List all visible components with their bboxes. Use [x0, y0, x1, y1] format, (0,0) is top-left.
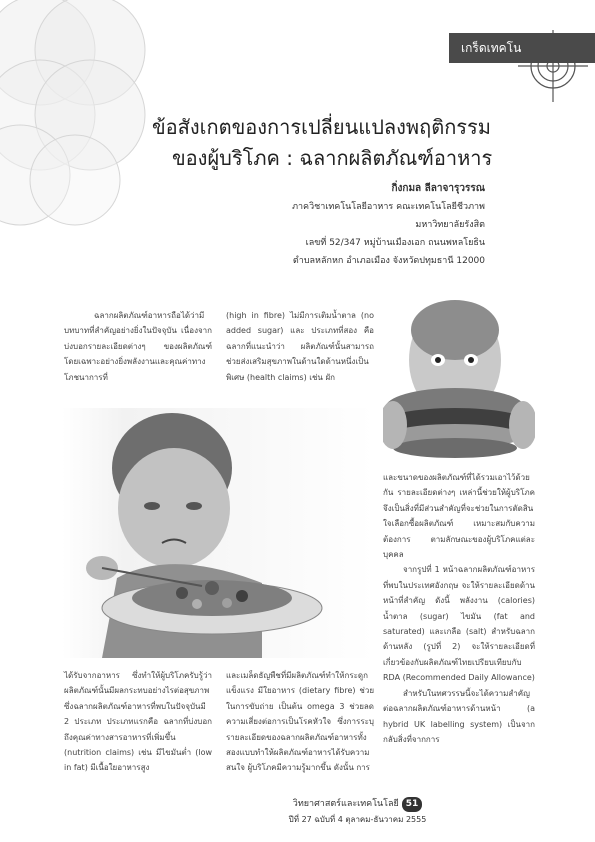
page-footer — [270, 797, 445, 827]
paragraph: (high in fibre) ไม่มีการเติมน้ำตาล (no added sugar) และ ประเภทที่สอง คือ ฉลากที่แนะนำว่า ผลิตภัณฑ์นั้นสามารถช่วยส่งเสริมสุขภาพในด้านใดด้านหนึ่งเป็นพิเศษ (health claims) เช่น ผัก — [226, 311, 374, 382]
body-column-2-top — [226, 308, 374, 385]
address-line-2: ตำบลหลักหก อำเภอเมือง จังหวัดปทุมธานี 12000 — [292, 256, 485, 266]
body-column-1-bottom — [64, 668, 212, 776]
paragraph: สำหรับในทศวรรษนี้จะได้ความสำคัญต่อฉลากผลิตภัณฑ์อาหารด้านหน้า (a hybrid UK labelling system) เป็นจากกลับสิ่งที่จากการ — [383, 688, 535, 744]
body-column-3 — [383, 470, 535, 747]
address-line-1: เลขที่ 52/347 หมู่บ้านเมืองเอก ถนนพหลโยธิน — [305, 238, 485, 248]
author-name: กิ่งกมล ลีลาจารุวรรณ — [391, 183, 485, 194]
section-label: เกร็ดเทคโน — [461, 41, 522, 55]
paragraph: ได้รับจากอาหาร ซึ่งทำให้ผู้บริโภครับรู้ว่า ผลิตภัณฑ์นั้นมีผลกระทบอย่างไรต่อสุขภาพ ซึ่งฉลากผลิตภัณฑ์อาหารที่พบในปัจจุบันมี 2 ประเภท ประเภทแรกคือ ฉลากที่บ่งบอกถึงคุณค่าทางสารอาหารที่เพิ่มขึ้น (nutrition claims) เช่น มีไขมันต่ำ (low in fat) มีเนื้อใยอาหารสูง — [64, 671, 212, 773]
section-tab — [449, 33, 595, 63]
body-column-2-bottom — [226, 668, 374, 776]
photo-boy-burger — [383, 290, 535, 460]
journal-name: วิทยาศาสตร์และเทคโนโลยี — [292, 799, 399, 809]
author-block — [150, 180, 485, 270]
paragraph: และขนาดของผลิตภัณฑ์ที่ได้รวมเอาไว้ด้วยกัน รายละเอียดต่างๆ เหล่านี้ช่วยให้ผู้บริโภค จึงเป็นสิ่งที่มีส่วนสำคัญที่จะช่วยในการตัดสินใจเลือกซื้อผลิตภัณฑ์ เหมาะสมกับความต้องการ ตามลักษณะของผู้บริโภคแต่ละบุคคล — [383, 473, 535, 560]
body-column-1-top — [64, 308, 212, 385]
paragraph: ฉลากผลิตภัณฑ์อาหารถือได้ว่ามีบทบาทที่สำคัญอย่างยิ่งในปัจจุบัน เนื่องจากบ่งบอกรายละเอียดต่างๆ ของผลิตภัณฑ์ โดยเฉพาะอย่างยิ่งพลังงานและคุณค่าทางโภชนาการที่ — [64, 311, 212, 382]
affiliation-line-2: มหาวิทยาลัยรังสิต — [415, 220, 485, 230]
affiliation-line-1: ภาควิชาเทคโนโลยีอาหาร คณะเทคโนโลยีชีวภาพ — [292, 202, 485, 212]
issue-info: ปีที่ 27 ฉบับที่ 4 ตุลาคม-ธันวาคม 2555 — [288, 815, 427, 824]
article-title — [152, 112, 532, 174]
paragraph: และเมล็ดธัญพืชที่มีผลิตภัณฑ์ทำให้กระดูกแข็งแรง มีใยอาหาร (dietary fibre) ช่วยในการขับถ่าย เป็นต้น omega 3 ช่วยลดความเสี่ยงต่อการเป็นโรคหัวใจ ซึ่งการระบุรายละเอียดของฉลากผลิตภัณฑ์อาหารทั้งสองแบบทำให้ผลิตภัณฑ์อาหารได้รับความสนใจ ผู้บริโภคมีความรู้มากขึ้น ดังนั้น การ — [226, 671, 374, 773]
title-line-1: ข้อสังเกตของการเปลี่ยนแปลงพฤติกรรม — [152, 115, 491, 139]
boy-burger-illustration — [383, 290, 535, 460]
boy-salad-illustration — [62, 408, 374, 658]
paragraph: จากรูปที่ 1 หน้าฉลากผลิตภัณฑ์อาหารที่พบในประเทศอังกฤษ จะให้รายละเอียดด้านหน้าที่สำคัญ ดังนี้ พลังงาน (calories) น้ำตาล (sugar) ไขมัน (fat and saturated) และเกลือ (salt) สำหรับฉลากด้านหลัง (รูปที่ 2) จะให้รายละเอียดที่เกี่ยวข้องกับผลิตภัณฑ์ไทยเปรียบเทียบกับ RDA (Recommended Daily Allowance) — [383, 565, 535, 683]
title-line-2: ของผู้บริโภค : ฉลากผลิตภัณฑ์อาหาร — [172, 146, 493, 170]
page-number: 51 — [402, 797, 423, 812]
photo-boy-salad — [62, 408, 374, 658]
